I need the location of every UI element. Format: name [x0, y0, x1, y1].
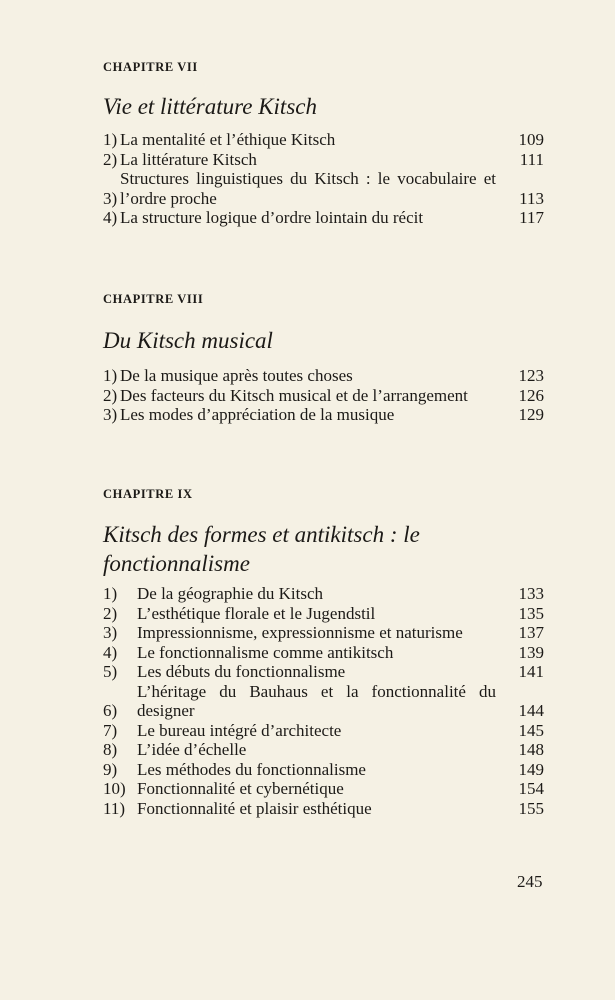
toc-entry	[103, 208, 544, 228]
entry-text: Le fonctionnalisme comme antikitsch	[137, 642, 394, 662]
entry-number: 10)	[103, 779, 126, 798]
entry-number: 3)	[103, 188, 118, 208]
chapter-title: Kitsch des formes et antikitsch : le fonctionnalisme	[103, 522, 420, 576]
entry-number: 1)	[103, 366, 118, 385]
entry-text: La mentalité et l’éthique Kitsch	[120, 130, 336, 149]
chapter-toc	[103, 584, 544, 818]
entry-text: Des facteurs du Kitsch musical et de l’arrangement	[120, 385, 468, 405]
entry-page: 111	[519, 149, 544, 169]
entry-number: 4)	[103, 208, 118, 227]
entry-number: 2)	[103, 603, 118, 623]
entry-text: Les débuts du fonctionnalisme	[137, 662, 346, 681]
entry-page: 123	[518, 366, 544, 385]
entry-text: La structure logique d’ordre lointain du récit	[120, 208, 424, 227]
toc-entry	[103, 366, 544, 386]
entry-text: Les modes d’appréciation de la musique	[120, 405, 395, 424]
entry-page: 141	[518, 662, 544, 681]
entry-number: 2)	[103, 149, 118, 169]
chapter-label: CHAPITRE VII	[103, 60, 198, 74]
entry-text: L’esthétique florale et le Jugendstil	[137, 603, 376, 623]
entry-text: De la géographie du Kitsch	[137, 584, 323, 603]
toc-entry	[103, 584, 544, 604]
entry-page: 117	[519, 208, 544, 227]
toc-entry	[103, 779, 544, 799]
toc-entry	[103, 150, 544, 170]
entry-number: 9)	[103, 759, 118, 779]
toc-entry	[103, 386, 544, 406]
entry-page: 145	[518, 720, 544, 740]
toc-entry	[103, 405, 544, 425]
toc-entry	[103, 169, 544, 208]
chapter-title: Vie et littérature Kitsch	[103, 94, 317, 119]
entry-number: 6)	[103, 701, 118, 720]
entry-page: 129	[518, 405, 544, 424]
chapter-title: Du Kitsch musical	[103, 328, 273, 353]
entry-text: Fonctionnalité et cybernétique	[137, 779, 344, 798]
toc-entry	[103, 721, 544, 741]
chapter-label: CHAPITRE VIII	[103, 292, 204, 306]
entry-number: 3)	[103, 623, 118, 642]
entry-number: 5)	[103, 662, 118, 681]
chapter-toc	[103, 130, 544, 228]
toc-entry	[103, 604, 544, 624]
toc-entry	[103, 623, 544, 643]
entry-text: De la musique après toutes choses	[120, 366, 353, 385]
entry-page: 137	[518, 623, 544, 642]
toc-entry	[103, 662, 544, 682]
toc-entry	[103, 740, 544, 760]
entry-page: 154	[518, 779, 544, 798]
entry-page: 155	[518, 798, 544, 818]
entry-page: 139	[518, 642, 544, 662]
entry-number: 11)	[103, 798, 126, 818]
entry-text: Les méthodes du fonctionnalisme	[137, 759, 366, 779]
entry-number: 1)	[103, 130, 118, 149]
entry-page: 149	[518, 759, 544, 779]
entry-page: 126	[518, 385, 544, 405]
entry-page: 109	[518, 130, 544, 149]
entry-number: 2)	[103, 385, 118, 405]
entry-text: L’idée d’échelle	[137, 740, 247, 759]
entry-page: 135	[518, 603, 544, 623]
toc-entry	[103, 130, 544, 150]
toc-entry	[103, 760, 544, 780]
entry-text: Le bureau intégré d’architecte	[137, 720, 342, 740]
entry-number: 7)	[103, 720, 118, 740]
page-number: 245	[517, 872, 543, 891]
entry-page: 113	[519, 188, 544, 208]
entry-page: 148	[518, 740, 544, 759]
entry-number: 4)	[103, 642, 118, 662]
entry-number: 3)	[103, 405, 118, 424]
toc-entry	[103, 799, 544, 819]
entry-number: 8)	[103, 740, 118, 759]
entry-page: 133	[518, 584, 544, 603]
chapter-label: CHAPITRE IX	[103, 487, 193, 501]
entry-page: 144	[518, 701, 544, 720]
entry-text: La littérature Kitsch	[120, 149, 257, 169]
toc-entry	[103, 643, 544, 663]
entry-text: L’héritage du Bauhaus et la fonctionnalité du designer	[137, 681, 496, 720]
entry-text: Impressionnisme, expressionnisme et naturisme	[137, 623, 463, 642]
chapter-toc	[103, 366, 544, 425]
toc-entry	[103, 682, 544, 721]
entry-number: 1)	[103, 584, 118, 603]
entry-text: Structures linguistiques du Kitsch : le vocabulaire et l’ordre proche	[120, 169, 496, 208]
entry-text: Fonctionnalité et plaisir esthétique	[137, 798, 372, 818]
